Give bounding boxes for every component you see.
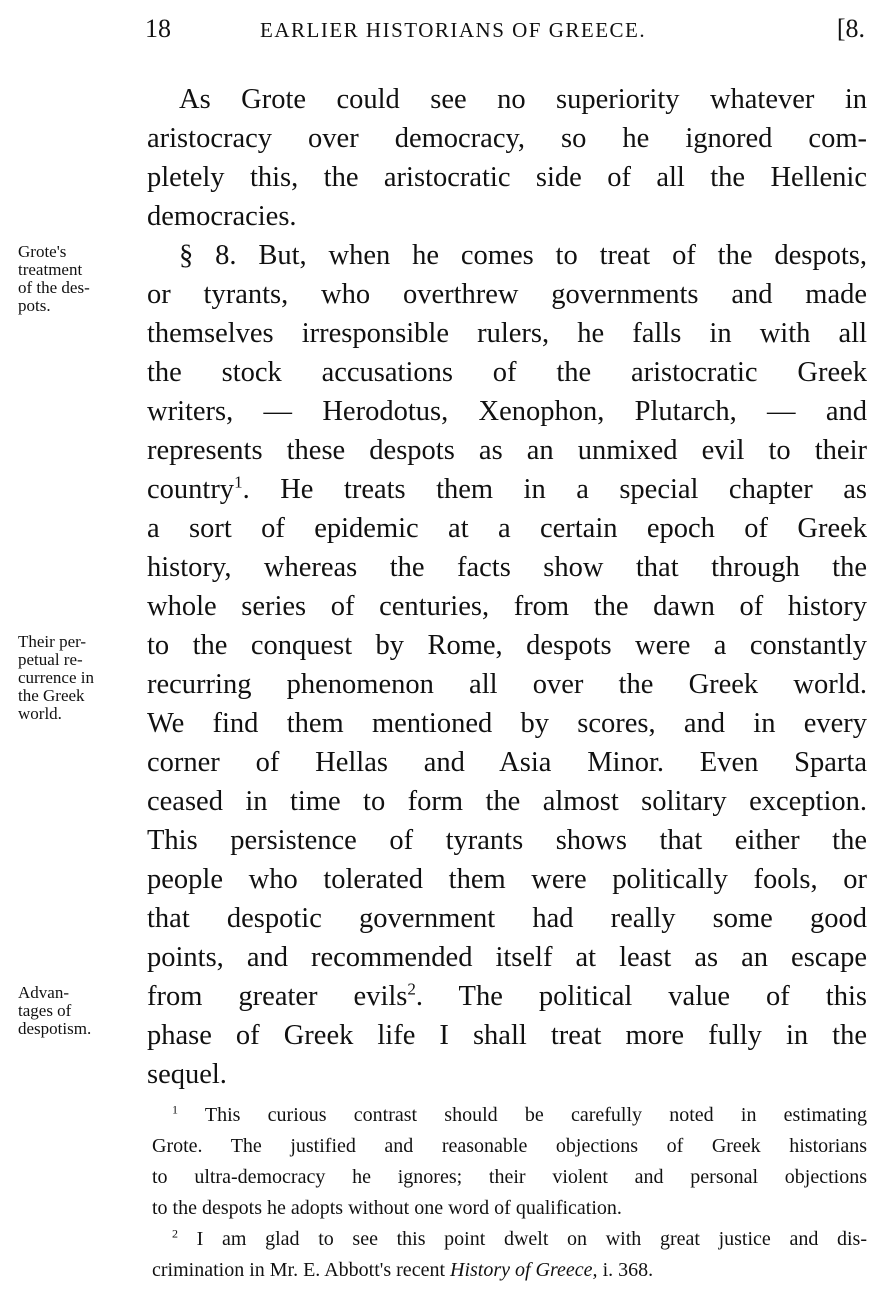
running-header — [145, 14, 865, 50]
text-line — [147, 977, 867, 1016]
text-line: democracies. — [147, 201, 297, 232]
text-line: We find them mentioned by scores, and in every — [147, 708, 867, 739]
book-title: History of Greece, — [450, 1259, 598, 1281]
text-line: history, whereas the facts show that through the — [147, 552, 867, 583]
text-line: writers, — Herodotus, Xenophon, Plutarch, — and — [147, 396, 867, 427]
sidenote-line: currence in — [18, 668, 94, 687]
text-line: to the conquest by Rome, despots were a constantly — [147, 630, 867, 661]
text-line: represents these despots as an unmixed evil to their — [147, 435, 867, 466]
footnote-2-line — [152, 1255, 867, 1286]
text-fragment: This curious contrast should be carefully noted in estimating — [204, 1104, 868, 1126]
main-text — [147, 80, 867, 1094]
text-line: ceased in time to form the almost solitary exception. — [147, 786, 867, 817]
sidenote-line: world. — [18, 704, 62, 723]
text-line: themselves irresponsible rulers, he falls in with all — [147, 318, 867, 349]
text-line: the stock accusations of the aristocratic Greek — [147, 357, 867, 388]
text-line: points, and recommended itself at least as an escape — [147, 942, 867, 973]
footnotes — [152, 1100, 867, 1286]
sidenote-line: Advan- — [18, 983, 69, 1002]
text-fragment: from greater evils — [147, 981, 408, 1012]
footnote-ref-2: 2 — [407, 979, 416, 999]
text-fragment: I am glad to see this point dwelt on with great justice and dis- — [196, 1228, 867, 1250]
sidenote-line: pots. — [18, 296, 51, 315]
section-reference: [8. — [836, 14, 865, 43]
footnote-1-line: Grote. The justified and reasonable objections of Greek historians — [152, 1135, 867, 1157]
text-line: that despotic government had really some good — [147, 903, 867, 934]
sidenote-line: Their per- — [18, 632, 87, 651]
text-line: people who tolerated them were politically fools, or — [147, 864, 867, 895]
text-line: This persistence of tyrants shows that either the — [147, 825, 867, 856]
footnote-1-line — [152, 1100, 867, 1131]
running-title: EARLIER HISTORIANS OF GREECE. — [260, 18, 647, 42]
text-line: § 8. But, when he comes to treat of the despots, — [179, 240, 867, 271]
sidenote-line: petual re- — [18, 650, 83, 669]
text-line: aristocracy over democracy, so he ignored com- — [147, 123, 867, 154]
sidenote-perpetual-recurrence — [18, 633, 142, 723]
text-line — [147, 470, 867, 509]
sidenote-line: treatment — [18, 260, 83, 279]
sidenote-line: of the des- — [18, 278, 90, 297]
text-fragment: . He treats them in a special chapter as — [242, 474, 867, 505]
sidenote-line: the Greek — [18, 686, 85, 705]
text-line: pletely this, the aristocratic side of all the Hellenic — [147, 162, 867, 193]
footnote-2-line — [152, 1224, 867, 1255]
footnote-2-marker: 2 — [172, 1226, 178, 1241]
footnote-ref-1: 1 — [234, 472, 243, 492]
sidenote-line: despotism. — [18, 1019, 92, 1038]
page-number: 18 — [145, 14, 171, 43]
text-line: corner of Hellas and Asia Minor. Even Sparta — [147, 747, 867, 778]
text-line: As Grote could see no superiority whatever in — [179, 84, 867, 115]
text-line: or tyrants, who overthrew governments and made — [147, 279, 867, 310]
text-line: whole series of centuries, from the dawn of history — [147, 591, 867, 622]
text-fragment: . The political value of this — [415, 981, 867, 1012]
text-fragment: i. 368. — [602, 1259, 654, 1281]
footnote-1-line: to the despots he adopts without one word of qualification. — [152, 1197, 622, 1219]
text-line: sequel. — [147, 1059, 227, 1090]
footnote-1-line: to ultra-democracy he ignores; their violent and personal objections — [152, 1166, 867, 1188]
sidenote-grote-treatment — [18, 243, 142, 315]
sidenote-line: Grote's — [18, 242, 67, 261]
sidenote-advantages — [18, 984, 142, 1038]
text-line: a sort of epidemic at a certain epoch of Greek — [147, 513, 867, 544]
text-line: recurring phenomenon all over the Greek world. — [147, 669, 867, 700]
text-fragment: crimination in Mr. E. Abbott's recent — [152, 1259, 445, 1281]
footnote-1-marker: 1 — [172, 1102, 178, 1117]
text-fragment: country — [147, 474, 235, 505]
text-line: phase of Greek life I shall treat more fully in the — [147, 1020, 867, 1051]
sidenote-line: tages of — [18, 1001, 72, 1020]
